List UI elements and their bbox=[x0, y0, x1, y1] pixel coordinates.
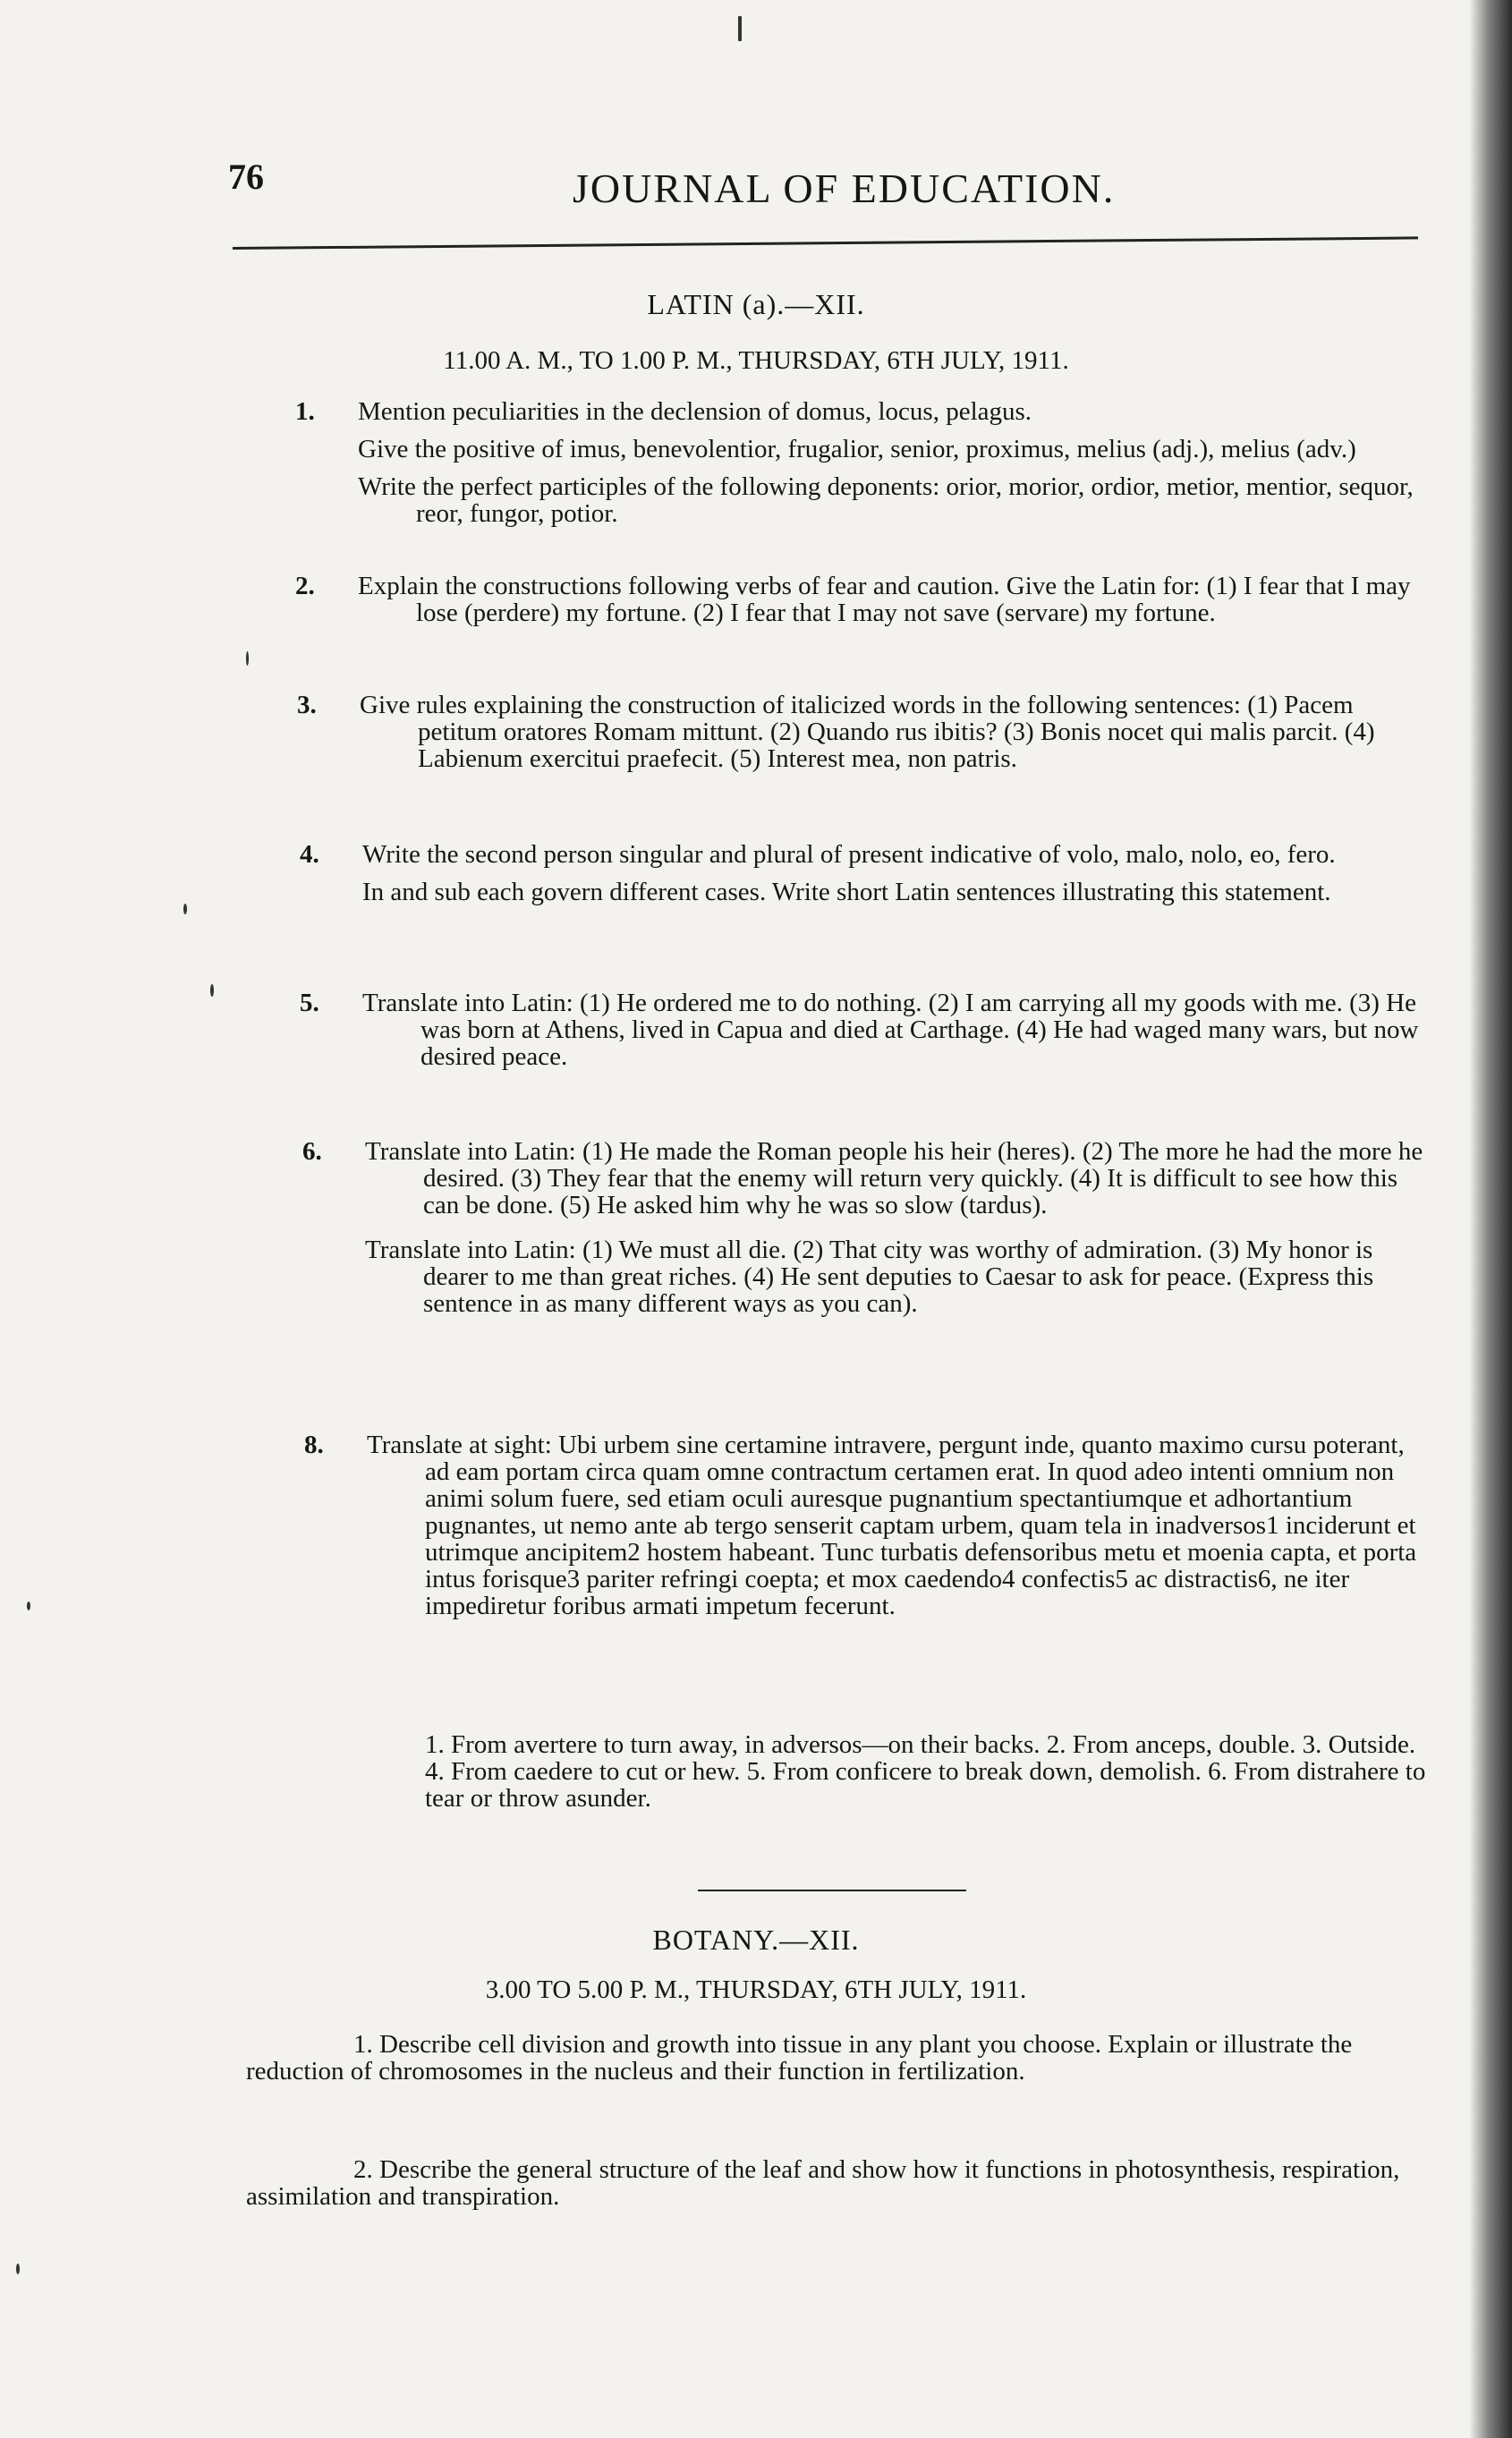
question-number: 1. bbox=[295, 397, 315, 426]
question-text: Translate into Latin: (1) He ordered me to do nothing. (2) I am carrying all my goods with me. (3) He was born at Athens, lived in Capua and died at Carthage. (4) He had waged many wars, but now desired peace. bbox=[362, 989, 1419, 1071]
latin-question-5 bbox=[300, 989, 1427, 1071]
journal-title: JOURNAL OF EDUCATION. bbox=[573, 166, 1116, 211]
question-text: Give rules explaining the construction of italicized words in the following sentences: (1) Pacem petitum oratores Romam mittunt. (2) Quando rus ibitis? (3) Bonis nocet qui malis parcit. (4) Labienum exercitui praefecit. (5) Interest mea, non patris. bbox=[360, 691, 1375, 773]
question-number: 8. bbox=[304, 1431, 324, 1459]
question-text: Write the perfect participles of the following deponents: orior, morior, ordior, metior, mentior, sequor, reor, fungor, potior. bbox=[358, 472, 1414, 528]
print-speck bbox=[16, 2264, 20, 2274]
latin-question-1 bbox=[295, 397, 1427, 528]
question-text: Translate into Latin: (1) He made the Roman people his heir (heres). (2) The more he had the more he desired. (3) They fear that the enemy will return very quickly. (4) It is difficult to see how this can be done. (5) He asked him why he was so slow (tardus). bbox=[365, 1137, 1423, 1219]
question-number: 3. bbox=[297, 691, 317, 719]
question-text: In and sub each govern different cases. Write short Latin sentences illustrating this statement. bbox=[362, 878, 1331, 906]
header-rule bbox=[233, 236, 1418, 250]
print-speck bbox=[738, 16, 742, 41]
question-text: Translate into Latin: (1) We must all die. (2) That city was worthy of admiration. (3) My honor is dearer to me than great riches. (4) He sent deputies to Caesar to ask for peace. (Express this sentence in as many different ways as you can). bbox=[365, 1236, 1374, 1318]
question-number: 4. bbox=[300, 840, 319, 869]
botany-section-title: BOTANY.—XII. bbox=[652, 1924, 860, 1956]
print-speck bbox=[183, 904, 187, 914]
footnote-text: 1. From avertere to turn away, in adversos—on their backs. 2. From anceps, double. 3. Outside. 4. From caedere to cut or hew. 5. From conficere to break down, demolish. 6. From distrahere to tear or throw asunder. bbox=[425, 1730, 1426, 1813]
page-number: 76 bbox=[228, 157, 264, 197]
print-speck bbox=[27, 1601, 30, 1610]
question-number: 5. bbox=[300, 989, 319, 1017]
latin-question-6 bbox=[302, 1137, 1427, 1318]
question-number: 6. bbox=[302, 1137, 322, 1166]
latin-question-2 bbox=[295, 572, 1427, 627]
latin-question-3 bbox=[297, 691, 1429, 773]
question-text: Translate at sight: Ubi urbem sine certamine intravere, pergunt inde, quanto maximo cursu poterant, ad eam portam circa quam omne contractum certamen erat. In quod adeo intenti omnium non animi solum fuere, sed etiam oculi auresque pugnantium spectantiumque et adhortantium pugnantes, ut nemo ante ab tergo senserit captam urbem, quam tela in inadversos1 inciderunt et utrimque ancipitem2 hostem habeant. Tunc turbatis defensoribus metu et moenia capta, et porta intus forisque3 pariter refringi coepta; et mox caedendo4 confectis5 ac distractis6, ne iter impediretur foribus armati impetum fecerunt. bbox=[367, 1431, 1417, 1620]
botany-exam-schedule: 3.00 TO 5.00 P. M., THURSDAY, 6TH JULY, 1911. bbox=[485, 1975, 1027, 2004]
section-divider bbox=[698, 1890, 966, 1891]
question-number: 2. bbox=[295, 572, 315, 600]
question-text: Explain the constructions following verbs of fear and caution. Give the Latin for: (1) I fear that I may lose (perdere) my fortune. (2) I fear that I may not save (servare) my fortune. bbox=[358, 572, 1411, 627]
print-speck bbox=[246, 651, 249, 666]
latin-question-8 bbox=[304, 1431, 1427, 1620]
latin-translation-footnotes bbox=[367, 1731, 1427, 1812]
botany-question-1: 1. Describe cell division and growth into tissue in any plant you choose. Explain or illustrate the reduction of chromosomes in the nucleus and their function in fertilization. bbox=[246, 2030, 1353, 2085]
print-speck bbox=[210, 984, 214, 997]
botany-question-2: 2. Describe the general structure of the leaf and show how it functions in photosynthesis, respiration, assimilation and transpiration. bbox=[246, 2155, 1400, 2211]
question-text: Write the second person singular and plural of present indicative of volo, malo, nolo, eo, fero. bbox=[362, 840, 1336, 869]
latin-section-title: LATIN (a).—XII. bbox=[647, 288, 865, 320]
question-text: Give the positive of imus, benevolentior, frugalior, senior, proximus, melius (adj.), melius (adv.) bbox=[358, 435, 1356, 463]
question-text: Mention peculiarities in the declension of domus, locus, pelagus. bbox=[358, 397, 1032, 426]
latin-question-4 bbox=[300, 840, 1427, 906]
page-header bbox=[228, 154, 1418, 217]
latin-exam-schedule: 11.00 A. M., TO 1.00 P. M., THURSDAY, 6TH JULY, 1911. bbox=[443, 346, 1069, 375]
